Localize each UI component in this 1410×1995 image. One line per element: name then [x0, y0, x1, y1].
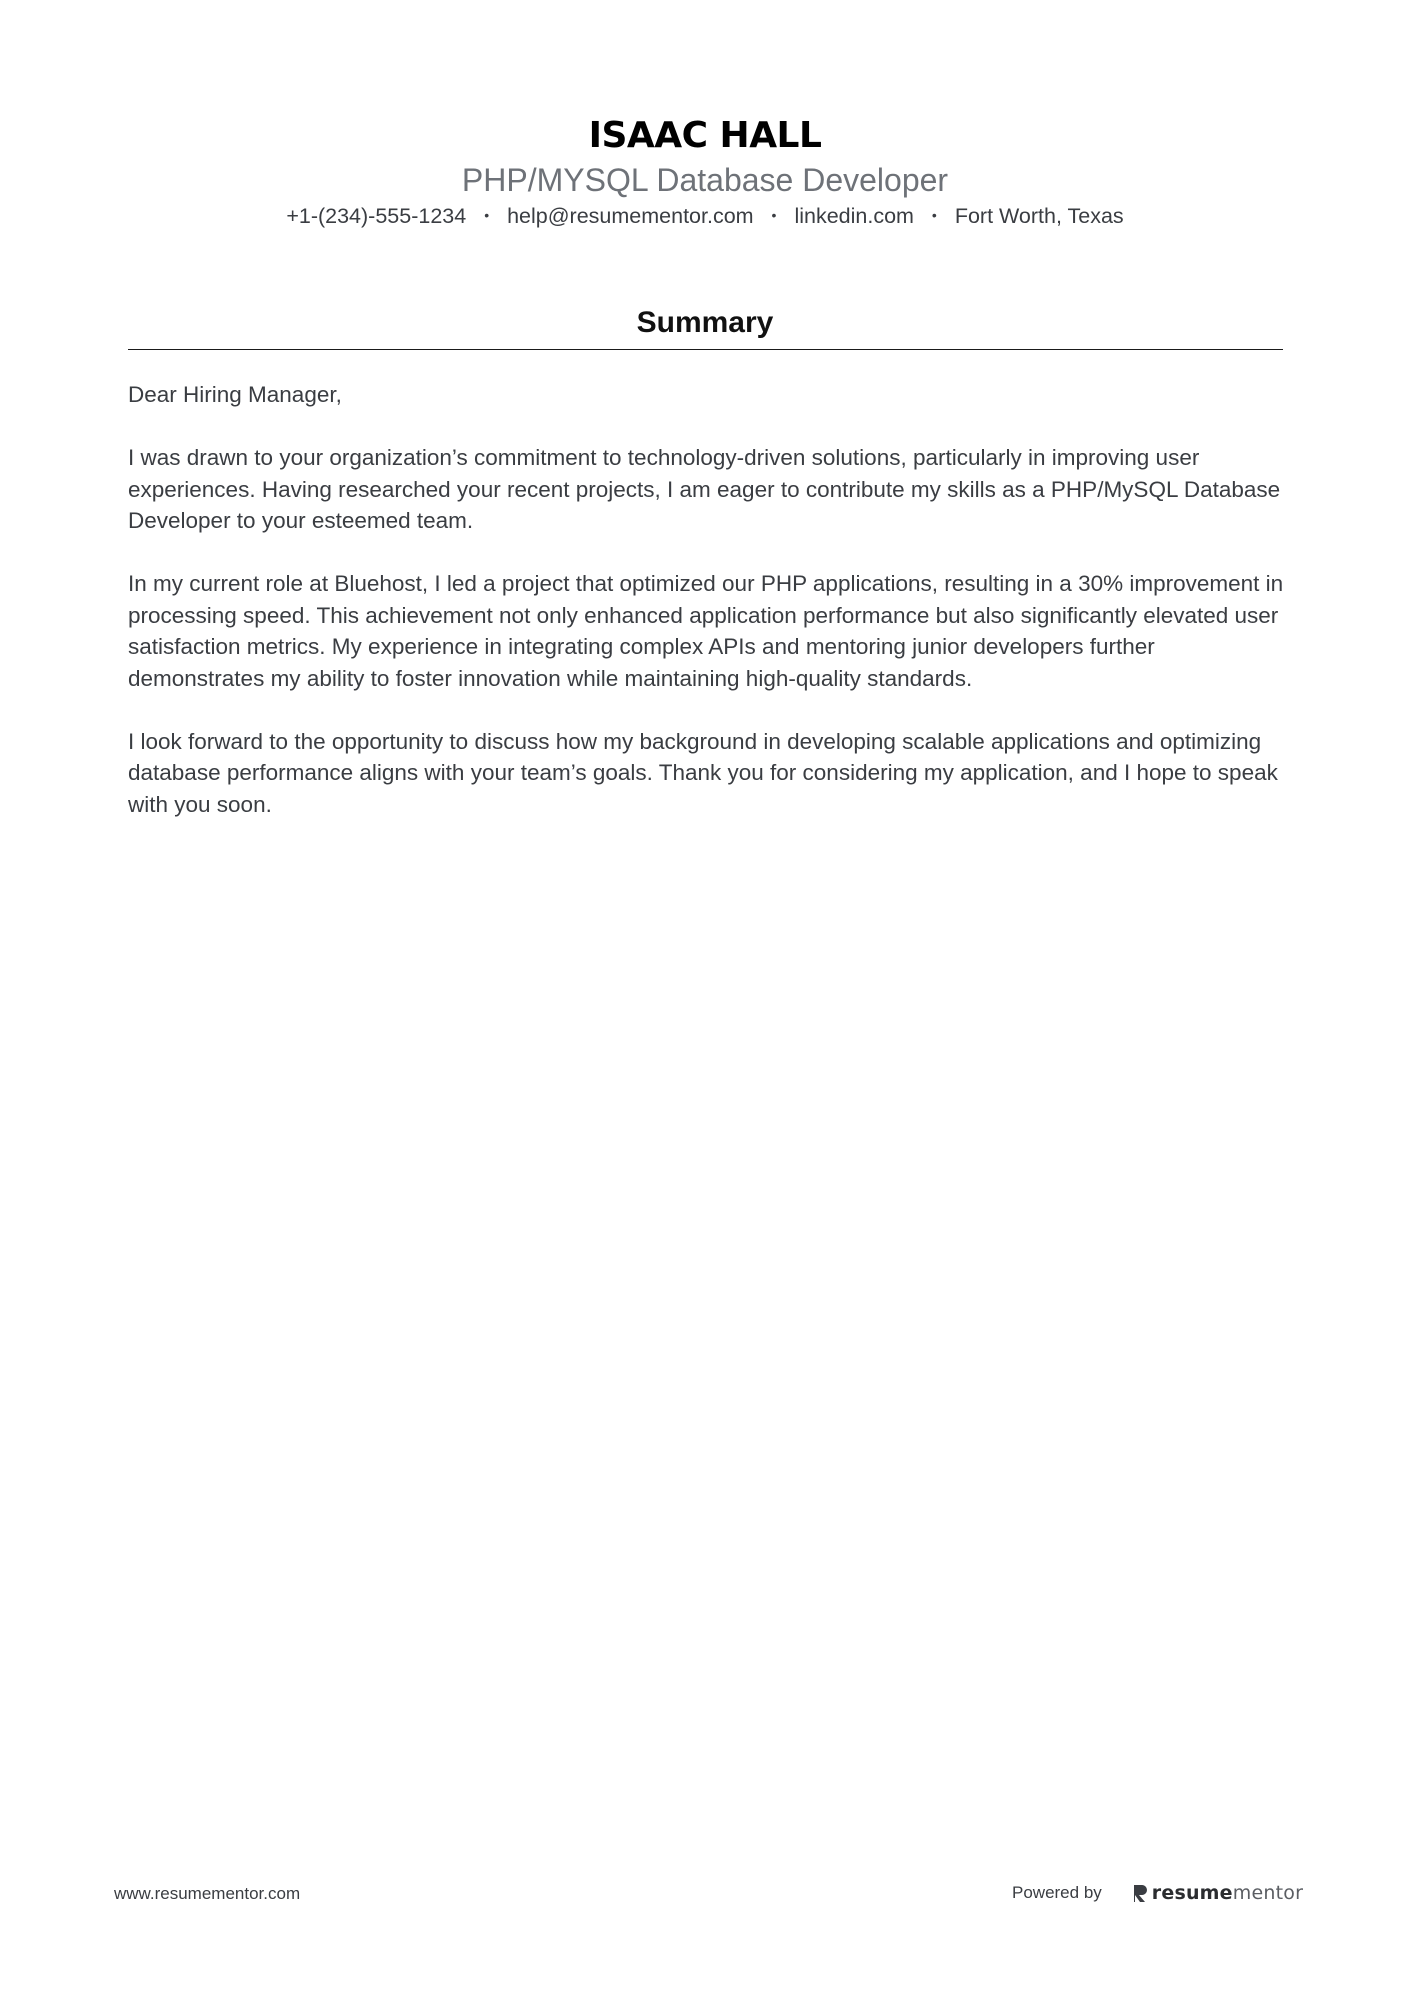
- summary-paragraph: I was drawn to your organization’s commitment to technology-driven solutions, particularly in improving user experiences. Having researched your recent projects, I am eager to contribute my skills as a PHP/MySQL Database Developer to your esteemed team.: [128, 445, 1281, 533]
- summary-paragraph: I look forward to the opportunity to discuss how my background in developing scalable applications and optimizing database performance aligns with your team’s goals. Thank you for considering my application, and I hope to speak with you soon.: [128, 728, 1278, 817]
- contact-phone: +1-(234)-555-1234: [286, 204, 467, 228]
- contact-separator: •: [771, 207, 777, 223]
- brand-wordmark: [1152, 1882, 1303, 1904]
- section-divider: [128, 349, 1283, 350]
- contact-separator: •: [931, 207, 937, 223]
- powered-by-label: Powered by: [1012, 1883, 1102, 1902]
- summary-body: [128, 379, 1293, 852]
- resumementor-logo-icon: [1132, 1883, 1148, 1903]
- summary-heading: Summary: [636, 306, 774, 339]
- brand-light: mentor: [1232, 1882, 1304, 1904]
- contact-location: Fort Worth, Texas: [954, 204, 1124, 228]
- contact-line: [0, 200, 1410, 231]
- greeting: Dear Hiring Manager,: [128, 382, 342, 407]
- candidate-name: ISAAC HALL: [588, 115, 822, 156]
- contact-email[interactable]: help@resumementor.com: [507, 204, 754, 228]
- footer-branding: [1012, 1880, 1303, 1906]
- contact-linkedin[interactable]: linkedin.com: [794, 204, 914, 228]
- footer-website[interactable]: www.resumementor.com: [114, 1884, 301, 1903]
- summary-paragraph: In my current role at Bluehost, I led a project that optimized our PHP applications, resulting in a 30% improvement in processing speed. This achievement not only enhanced application performance but also significantly elevated user satisfaction metrics. My experience in integrating complex APIs and mentoring junior developers further demonstrates my ability to foster innovation while maintaining high-quality standards.: [128, 571, 1284, 691]
- brand-bold: resume: [1151, 1882, 1233, 1904]
- candidate-role: PHP/MYSQL Database Developer: [461, 162, 949, 198]
- header: [0, 112, 1410, 231]
- contact-separator: •: [484, 207, 490, 223]
